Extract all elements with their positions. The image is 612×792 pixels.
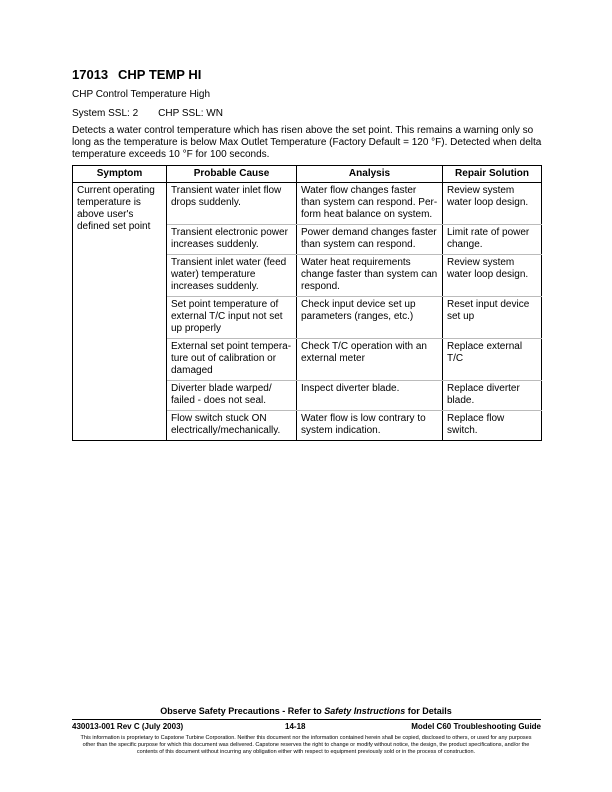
header-probable-cause: Probable Cause [167,166,297,183]
cause-cell: Transient inlet water (feed water) temperature increases suddenly. [167,255,297,297]
cause-cell: Diverter blade warped/ failed - does not seal. [167,381,297,411]
cause-cell: Transient electronic power increases suddenly. [167,225,297,255]
header-analysis: Analysis [297,166,443,183]
footer-divider [72,719,541,720]
safety-prefix: Observe Safety Precautions - Refer to [160,706,325,716]
header-symptom: Symptom [73,166,167,183]
cause-cell: External set point tempera-ture out of calibration or damaged [167,339,297,381]
repair-cell: Review system water loop design. [443,183,542,225]
symptom-cell: Current operating temperature is above user's defined set point [73,183,167,441]
analysis-cell: Water flow is low contrary to system indication. [297,411,443,441]
repair-cell: Review system water loop design. [443,255,542,297]
analysis-cell: Check T/C operation with an external meter [297,339,443,381]
system-ssl: System SSL: 2 [72,108,139,119]
ssl-line [72,108,223,119]
cause-cell: Transient water inlet flow drops suddenly. [167,183,297,225]
repair-cell: Replace flow switch. [443,411,542,441]
analysis-cell: Water heat requirements change faster than system can respond. [297,255,443,297]
safety-instructions-link: Safety Instructions [324,706,406,716]
fault-title: CHP TEMP HI [118,67,202,82]
proprietary-notice: This information is proprietary to Capstone Turbine Corporation. Neither this document nor the information contained herein shall be copied, disclosed to others, or used for any purposes other than the specific purpose for which this document was delivered. Capstone reserves the right to change or modify without notice, the design, the product specifications, and/or the contents of this document without incurring any obligation either with respect to equipment previously sold or in the process of construction. [80,735,532,755]
page-number: 14-18 [285,722,306,731]
repair-cell: Limit rate of power change. [443,225,542,255]
fault-subtitle: CHP Control Temperature High [72,89,211,100]
fault-description: Detects a water control temperature which has risen above the set point. This remains a warning only so long as the temperature is below Max Outlet Temperature (Factory Default = 120 °F). Detected when delta temperature exceeds 10 °F for 100 seconds. [72,125,542,160]
fault-heading [72,67,201,82]
repair-cell: Replace external T/C [443,339,542,381]
cause-cell: Flow switch stuck ON electrically/mechanically. [167,411,297,441]
safety-notice [0,706,612,716]
document-number: 430013-001 Rev C (July 2003) [72,722,184,731]
analysis-cell: Power demand changes faster than system can respond. [297,225,443,255]
table-header-row [73,166,542,183]
chp-ssl: CHP SSL: WN [158,108,223,119]
table-row [73,183,542,225]
troubleshooting-table [72,165,542,441]
repair-cell: Replace diverter blade. [443,381,542,411]
repair-cell: Reset input device set up [443,297,542,339]
analysis-cell: Inspect diverter blade. [297,381,443,411]
fault-code: 17013 [72,67,109,82]
analysis-cell: Check input device set up parameters (ranges, etc.) [297,297,443,339]
cause-cell: Set point temperature of external T/C input not set up properly [167,297,297,339]
safety-suffix: for Details [405,706,452,716]
guide-title: Model C60 Troubleshooting Guide [411,722,541,731]
header-repair-solution: Repair Solution [443,166,542,183]
analysis-cell: Water flow changes faster than system can respond. Per-form heat balance on system. [297,183,443,225]
